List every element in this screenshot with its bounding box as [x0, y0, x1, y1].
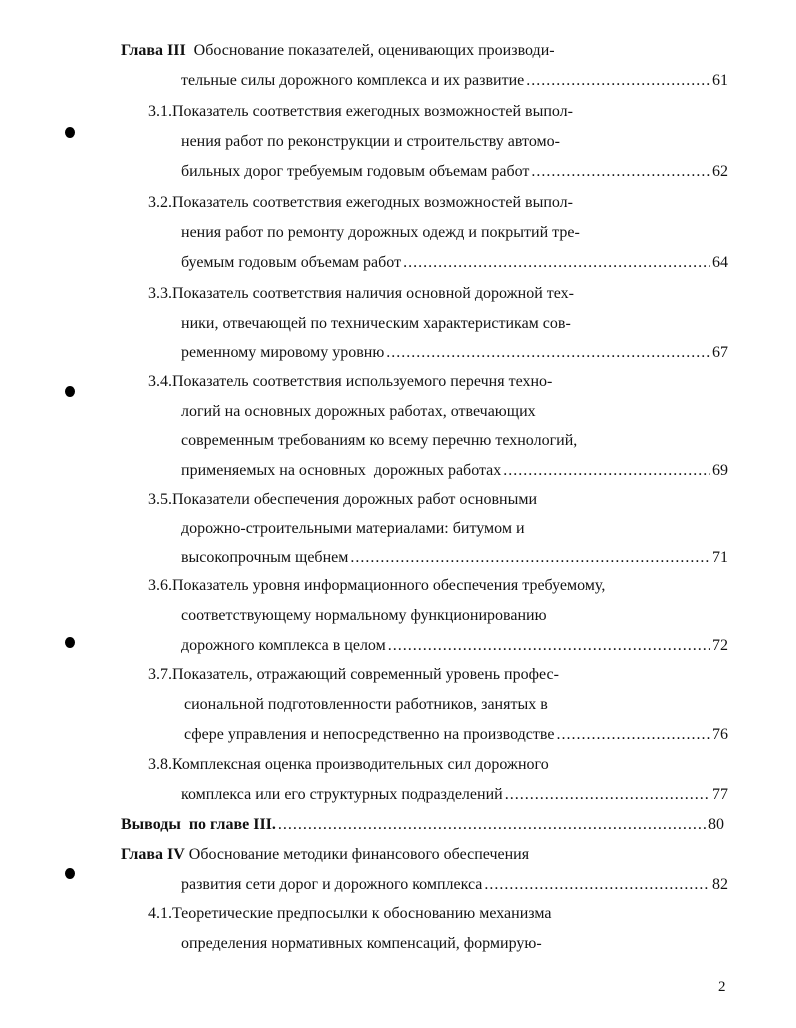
- page-number: 2: [718, 979, 726, 995]
- section-3-1-page: 62: [712, 163, 728, 180]
- section-3-2-line1: 3.2.Показатель соответствия ежегодных возможностей выпол-: [148, 194, 573, 211]
- section-3-3-line2: ники, отвечающей по техническим характеристикам сов-: [181, 315, 571, 332]
- section-3-3-line3: ременному мировому уровню: [181, 344, 385, 361]
- section-3-8-line1: 3.8.Комплексная оценка производительных сил дорожного: [148, 756, 549, 773]
- chapter-4-page: 82: [712, 876, 728, 893]
- section-3-3-entry: [181, 343, 728, 363]
- section-3-8-entry: [181, 785, 728, 805]
- section-3-7-line2: сиональной подготовленности работников, занятых в: [184, 696, 548, 713]
- section-3-2-line2: нения работ по ремонту дорожных одежд и покрытий тре-: [181, 224, 580, 241]
- dot-leader: [403, 253, 710, 273]
- section-3-7-line3: сфере управления и непосредственно на производстве: [184, 726, 555, 743]
- chapter-4-title: [121, 845, 529, 865]
- conclusions-label: Выводы по главе III.: [121, 816, 276, 833]
- section-3-8-page: 77: [712, 786, 728, 803]
- section-3-6-line2: соответствующему нормальному функционированию: [181, 607, 547, 624]
- binding-hole-mark: [65, 127, 75, 138]
- section-3-1-line3: бильных дорог требуемым годовым объемам работ: [181, 163, 530, 180]
- section-3-8-line2: комплекса или его структурных подразделений: [181, 786, 503, 803]
- chapter-3-entry: [181, 71, 728, 91]
- section-3-4-line3: современным требованиям ко всему перечню технологий,: [181, 432, 578, 449]
- section-3-6-line1: 3.6.Показатель уровня информационного обеспечения требуемому,: [148, 577, 606, 594]
- section-3-1-line1: 3.1.Показатель соответствия ежегодных возможностей выпол-: [148, 103, 573, 120]
- section-3-4-page: 69: [712, 462, 728, 479]
- conclusions-page: 80: [708, 816, 724, 833]
- dot-leader: [526, 71, 710, 91]
- dot-leader: [386, 343, 710, 363]
- chapter-4-label: Глава IV: [121, 846, 185, 863]
- section-3-6-entry: [181, 636, 728, 656]
- dot-leader: [556, 725, 710, 745]
- dot-leader: [278, 815, 706, 835]
- section-3-5-line3: высокопрочным щебнем: [181, 549, 349, 566]
- section-3-1-line2: нения работ по реконструкции и строительству автомо-: [181, 133, 560, 150]
- section-3-3-line1: 3.3.Показатель соответствия наличия основной дорожной тех-: [148, 285, 574, 302]
- section-3-5-entry: [181, 548, 728, 568]
- chapter-3-label: Глава III: [121, 42, 186, 59]
- binding-hole-mark: [65, 637, 75, 648]
- binding-hole-mark: [65, 386, 75, 397]
- dot-leader: [505, 785, 710, 805]
- chapter-4-line2: развития сети дорог и дорожного комплекса: [181, 876, 483, 893]
- conclusions-entry: [121, 815, 724, 835]
- section-3-5-line2: дорожно-строительными материалами: битумом и: [181, 520, 525, 537]
- dot-leader: [350, 548, 710, 568]
- section-3-5-page: 71: [712, 549, 728, 566]
- chapter-4-line1: Обоснование методики финансового обеспечения: [188, 846, 530, 863]
- section-3-6-line3: дорожного комплекса в целом: [181, 637, 386, 654]
- chapter-3-line1: Обоснование показателей, оценивающих производи-: [193, 42, 555, 59]
- section-3-1-entry: [181, 162, 728, 182]
- chapter-3-line2: тельные силы дорожного комплекса и их развитие: [181, 72, 525, 89]
- dot-leader: [531, 162, 710, 182]
- section-3-2-page: 64: [712, 254, 728, 271]
- section-3-7-entry: [184, 725, 728, 745]
- section-3-3-page: 67: [712, 344, 728, 361]
- section-3-4-line2: логий на основных дорожных работах, отвечающих: [181, 403, 536, 420]
- section-3-5-line1: 3.5.Показатели обеспечения дорожных работ основными: [148, 491, 538, 508]
- chapter-4-entry: [181, 875, 728, 895]
- section-3-4-line4: применяемых на основных дорожных работах: [181, 462, 502, 479]
- dot-leader: [503, 461, 710, 481]
- dot-leader: [484, 875, 710, 895]
- section-3-4-line1: 3.4.Показатель соответствия используемого перечня техно-: [148, 373, 553, 390]
- section-3-4-entry: [181, 461, 728, 481]
- section-3-7-page: 76: [712, 726, 728, 743]
- section-3-2-entry: [181, 253, 728, 273]
- chapter-3-page: 61: [712, 72, 728, 89]
- section-3-2-line3: буемым годовым объемам работ: [181, 254, 402, 271]
- dot-leader: [388, 636, 710, 656]
- section-3-6-page: 72: [712, 637, 728, 654]
- section-4-1-line2: определения нормативных компенсаций, формирую-: [181, 935, 542, 952]
- section-3-7-line1: 3.7.Показатель, отражающий современный уровень профес-: [148, 666, 559, 683]
- section-4-1-line1: 4.1.Теоретические предпосылки к обоснованию механизма: [148, 905, 552, 922]
- chapter-3-title: [121, 41, 555, 61]
- binding-hole-mark: [65, 868, 75, 879]
